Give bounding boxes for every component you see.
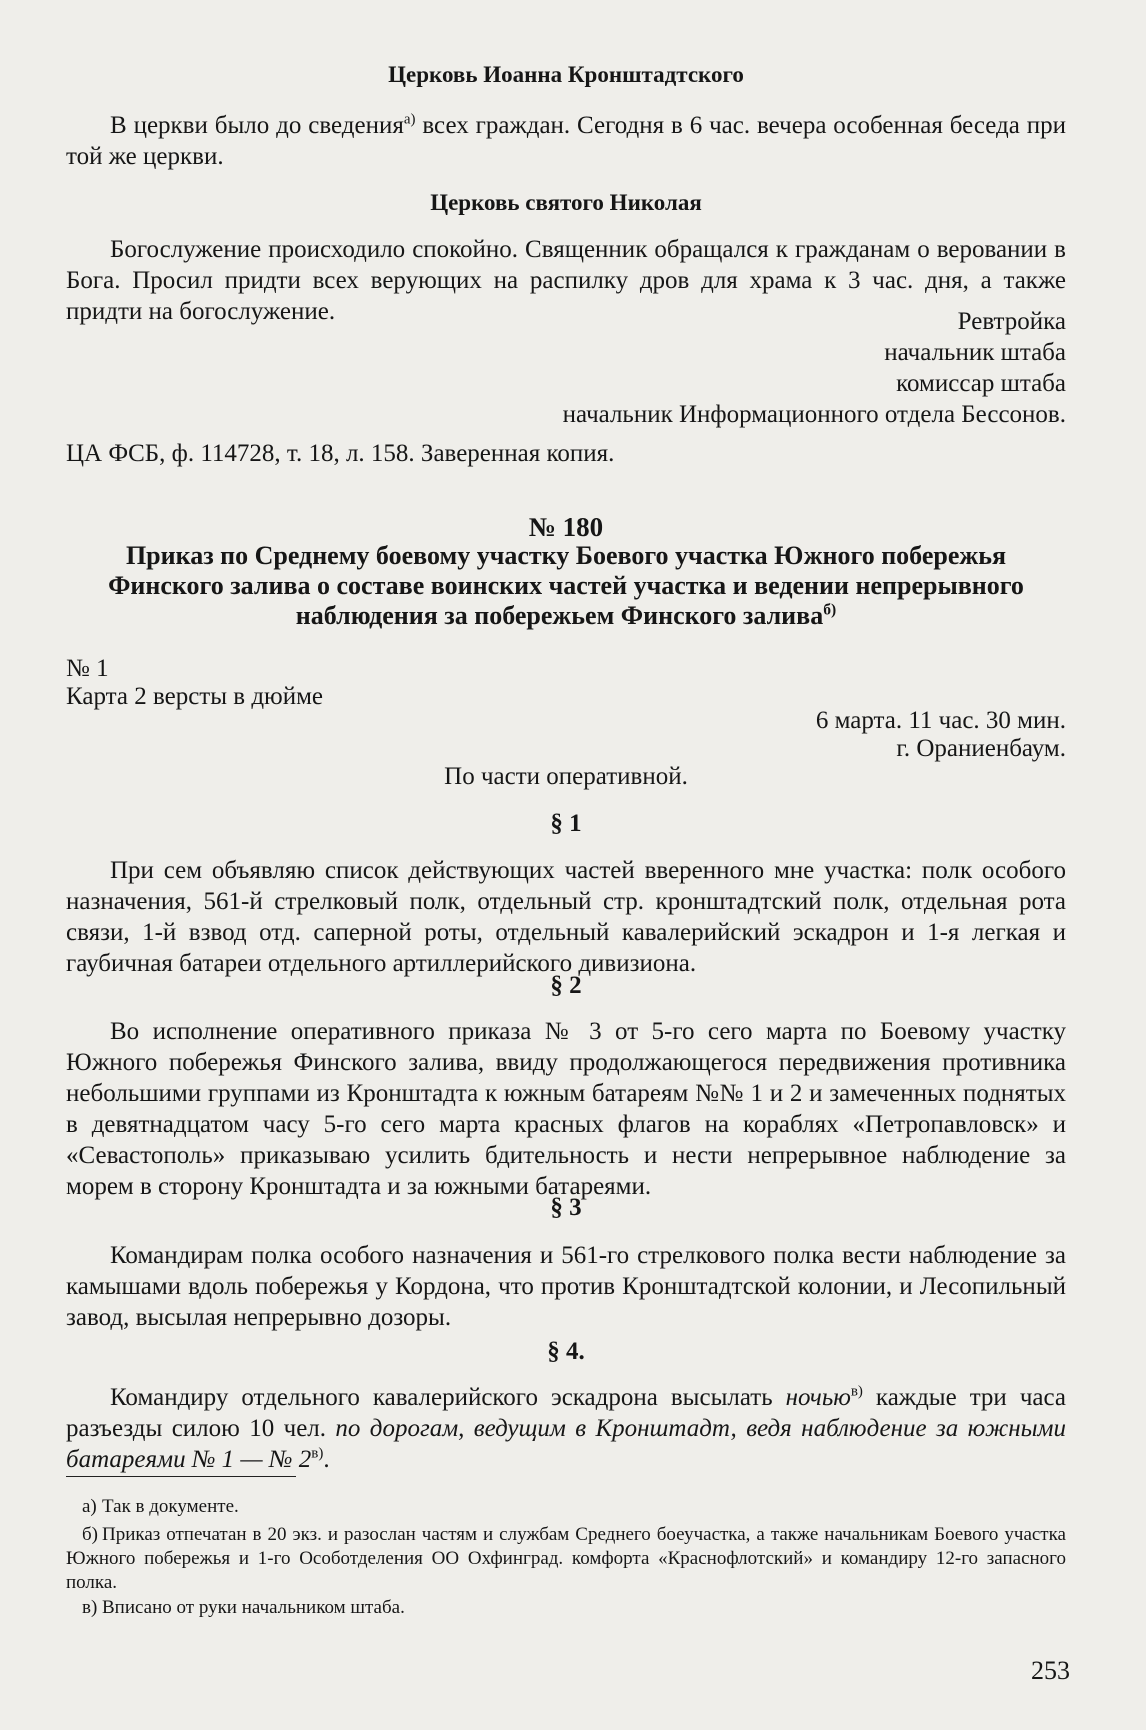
signature-line: Ревтройка bbox=[957, 308, 1066, 335]
footnote-ref: б) bbox=[823, 601, 837, 619]
document-number: № 180 bbox=[528, 512, 604, 542]
signature-line: начальник Информационного отдела Бессонов. bbox=[562, 401, 1066, 428]
footnote-divider bbox=[66, 1476, 296, 1477]
footnote-mark: а) bbox=[82, 1496, 97, 1517]
order-date: 6 марта. 11 час. 30 мин. bbox=[815, 707, 1066, 734]
section-mark-4: § 4. bbox=[547, 1338, 585, 1365]
church-heading-2: Церковь святого Николая bbox=[430, 190, 702, 215]
operational-part: По части оперативной. bbox=[444, 763, 688, 790]
footnote-mark: в) bbox=[82, 1597, 98, 1618]
footnote-mark: б) bbox=[82, 1524, 98, 1545]
church-heading-1: Церковь Иоанна Кронштадтского bbox=[388, 62, 744, 87]
footnote-b: б) Приказ отпечатан в 20 экз. и разослан частям и службам Среднего боеучастка, а также начальникам Боевого участка Южного побережья и 1-го Особотделения ОО Охфинград. комфорта «Краснофлотский» и командиру 12-го запасного полка. bbox=[66, 1524, 1066, 1593]
footnote-ref: в) bbox=[311, 1445, 324, 1462]
signature-block bbox=[66, 306, 1066, 430]
section-text-2: Во исполнение оперативного приказа № 3 от 5-го сего марта по Боевому участку Южного побережья Финского залива, ввиду продолжающегося передвижения противника небольшими группами из Кронштадта к южным батареям №№ 1 и 2 и замеченных поднятых в девятнадцатом часу 5-го сего марта красных флагов на кораблях «Петропавловск» и «Севастополь» приказываю усилить бдительность и нести непрерывное наблюдение за морем в сторону Кронштадта и за южными батареями. bbox=[66, 1018, 1066, 1200]
footnote-ref: а) bbox=[403, 111, 416, 128]
archive-source: ЦА ФСБ, ф. 114728, т. 18, л. 158. Заверенная копия. bbox=[66, 440, 615, 467]
section-mark-2: § 2 bbox=[550, 972, 582, 999]
signature-line: начальник штаба bbox=[884, 339, 1066, 366]
order-number: № 1 bbox=[66, 655, 109, 682]
church-paragraph-2: Богослужение происходило спокойно. Священник обращался к гражданам о веровании в Бога. Просил придти всех верующих на распилку дров для храма к 3 час. дня, а также придти на богослужение. bbox=[66, 236, 1066, 325]
document-title: Приказ по Среднему боевому участку Боевого участка Южного побережья Финского залива о составе воинских частей участка и ведении непрерывного наблюдения за побережьем Финского залива$^{б)}$ bbox=[108, 541, 1024, 630]
footnote-a: а) Так в документе. bbox=[66, 1495, 1066, 1519]
section-text-4: Командиру отдельного кавалерийского эскадрона высылать ночью$^{в)}$ каждые три часа разъезды силою 10 чел. по дорогам, ведущим в Кронштадт, ведя наблюдение за южными батареями № 1 — № $2^{в)}$. bbox=[66, 1383, 1066, 1473]
section-text-3: Командирам полка особого назначения и 561-го стрелкового полка вести наблюдение за камышами вдоль побережья у Кордона, что против Кронштадтской колонии, и Лесопильный завод, высылая непрерывно дозоры. bbox=[66, 1242, 1066, 1331]
section-mark-1: § 1 bbox=[550, 810, 582, 837]
church-paragraph-1: В церкви было до сведения$^{а)}$ всех граждан. Сегодня в 6 час. вечера особенная беседа при той же церкви. bbox=[66, 111, 1066, 170]
section-text-1: При сем объявляю список действующих частей вверенного мне участка: полк особого назначения, 561-й стрелковый полк, отдельный стр. кронштадтский полк, отдельная рота связи, 1-й взвод отд. саперной роты, отдельный кавалерийский эскадрон и 1-я легкая и гаубичная батареи отдельного артиллерийского дивизиона. bbox=[66, 857, 1066, 977]
map-scale: Карта 2 версты в дюйме bbox=[66, 683, 324, 710]
signature-line: комиссар штаба bbox=[896, 370, 1066, 397]
footnote-v: в) Вписано от руки начальником штаба. bbox=[66, 1596, 1066, 1620]
section-mark-3: § 3 bbox=[550, 1194, 582, 1221]
page-number: 253 bbox=[1031, 1656, 1070, 1685]
footnote-ref: в) bbox=[850, 1383, 863, 1400]
order-place: г. Ораниенбаум. bbox=[896, 735, 1066, 762]
